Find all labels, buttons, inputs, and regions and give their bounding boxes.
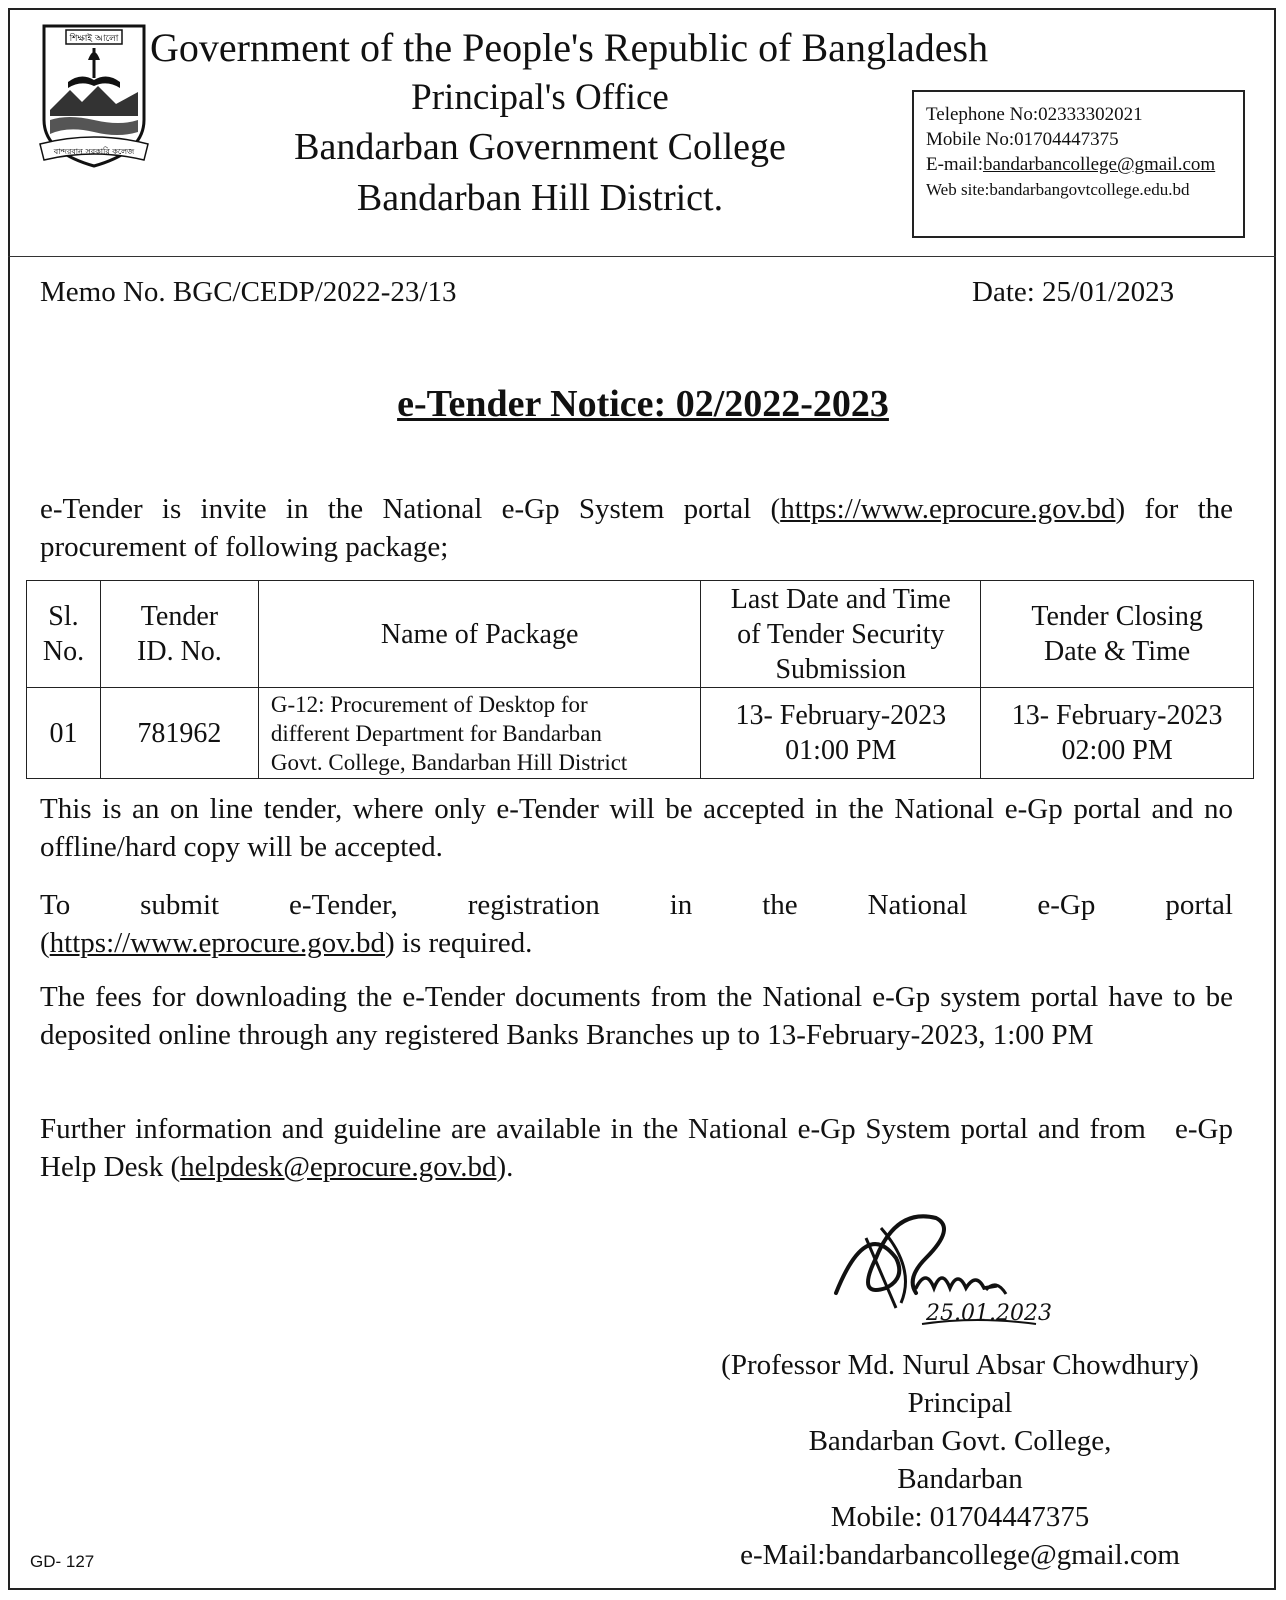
signature-image [826, 1198, 1056, 1333]
cell-security-deadline: 13- February-2023 01:00 PM [701, 688, 981, 779]
header-government: Government of the People's Republic of Bangladesh [150, 25, 989, 70]
header-divider [8, 256, 1276, 257]
cell-package: G-12: Procurement of Desktop for different Department for Bandarban Govt. College, Bandarban Hill District [258, 688, 701, 779]
table-header-row [27, 581, 1254, 688]
contact-telephone: Telephone No:02333302021 [926, 104, 1143, 125]
signature-date: 25.01.2023 [926, 1301, 1052, 1326]
header-office: Principal's Office [411, 77, 669, 118]
contact-website: Web site:bandarbangovtcollege.edu.bd [926, 180, 1190, 199]
col-tender-id: Tender ID. No. [100, 581, 258, 688]
signatory-place: Bandarban [897, 1463, 1023, 1495]
fees-paragraph: The fees for downloading the e-Tender documents from the National e-Gp system portal have to be deposited online through any registered Banks Branches up to 13-February-2023, 1:00 PM [40, 981, 1233, 1051]
eprocure-link-2[interactable]: https://www.eprocure.gov.bd [49, 927, 385, 959]
col-security-deadline: Last Date and Time of Tender Security Submission [701, 581, 981, 688]
college-emblem-icon [38, 20, 150, 170]
eprocure-link[interactable]: https://www.eprocure.gov.bd [780, 493, 1116, 525]
footer-code: GD- 127 [30, 1552, 95, 1571]
memo-date: Date: 25/01/2023 [972, 276, 1175, 308]
emblem-motto: শিক্ষাই আলো [69, 34, 119, 44]
contact-box [912, 90, 1245, 238]
header-college: Bandarban Government College [294, 126, 786, 168]
registration-paragraph: To submit e-Tender, registration in the National e-Gp portal (https://www.eprocure.gov.bd) is required. [40, 889, 1233, 959]
col-package: Name of Package [258, 581, 701, 688]
contact-email: E-mail:bandarbancollege@gmail.com [926, 154, 1216, 175]
tender-table [26, 580, 1254, 779]
signatory-email: e-Mail:bandarbancollege@gmail.com [740, 1539, 1180, 1571]
col-closing: Tender Closing Date & Time [981, 581, 1254, 688]
intro-paragraph: e-Tender is invite in the National e-Gp System portal (https://www.eprocure.gov.bd) for the procurement of following package; [40, 493, 1233, 563]
signatory-designation: Principal [907, 1387, 1013, 1419]
memo-number: Memo No. BGC/CEDP/2022-23/13 [40, 276, 457, 308]
col-sl: Sl. No. [27, 581, 101, 688]
contact-website-link: bandarbangovtcollege.edu.bd [989, 180, 1190, 199]
signatory-name: (Professor Md. Nurul Absar Chowdhury) [721, 1349, 1199, 1381]
contact-email-link[interactable]: bandarbancollege@gmail.com [982, 154, 1216, 175]
helpdesk-email-link[interactable]: helpdesk@eprocure.gov.bd [180, 1151, 497, 1183]
cell-sl: 01 [27, 688, 101, 779]
signatory-college: Bandarban Govt. College, [808, 1425, 1112, 1457]
contact-mobile: Mobile No:01704447375 [926, 129, 1119, 150]
signatory-mobile: Mobile: 01704447375 [830, 1501, 1090, 1533]
emblem-banner: বান্দরবান সরকারি কলেজ [53, 147, 135, 156]
cell-closing: 13- February-2023 02:00 PM [981, 688, 1254, 779]
cell-tender-id: 781962 [100, 688, 258, 779]
notice-title: e-Tender Notice: 02/2022-2023 [397, 383, 889, 425]
table-row [27, 688, 1254, 779]
online-paragraph: This is an on line tender, where only e-Tender will be accepted in the National e-Gp portal and no offline/hard copy will be accepted. [40, 793, 1233, 863]
further-info-paragraph: Further information and guideline are available in the National e-Gp System portal and from e-Gp Help Desk (helpdesk@eprocure.gov.bd). [40, 1113, 1241, 1183]
header-district: Bandarban Hill District. [356, 177, 724, 219]
